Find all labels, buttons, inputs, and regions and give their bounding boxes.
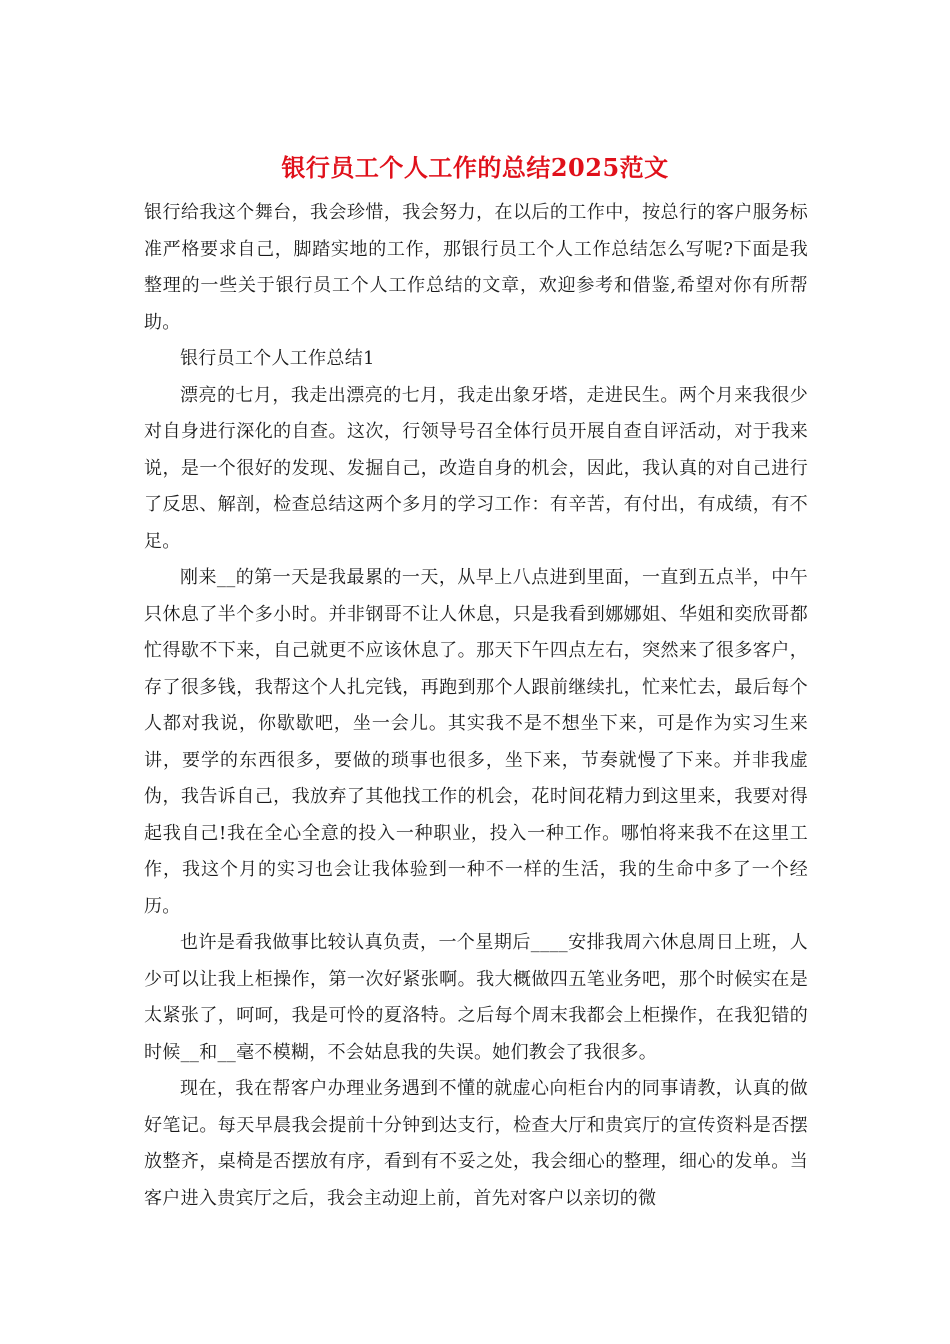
body-paragraph: 刚来__的第一天是我最累的一天，从早上八点进到里面，一直到五点半，中午只休息了半个多小时。并非钢哥不让人休息，只是我看到娜娜姐、华姐和奕欣哥都忙得歇不下来，自己就更不应该休息了。那天下午四点左右，突然来了很多客户，存了很多钱，我帮这个人扎完钱，再跑到那个人跟前继续扎，忙来忙去，最后每个人都对我说，你歇歇吧，坐一会儿。其实我不是不想坐下来，可是作为实习生来讲，要学的东西很多，要做的琐事也很多，坐下来，节奏就慢了下来。并非我虚伪，我告诉自己，我放弃了其他找工作的机会，花时间花精力到这里来，我要对得起我自己!我在全心全意的投入一种职业，投入一种工作。哪怕将来我不在这里工作，我这个月的实习也会让我体验到一种不一样的生活，我的生命中多了一个经历。 [144, 567, 808, 917]
document-title: 银行员工个人工作的总结2025范文 [281, 153, 669, 182]
body-paragraph: 也许是看我做事比较认真负责，一个星期后____安排我周六休息周日上班，人少可以让我上柜操作，第一次好紧张啊。我大概做四五笔业务吧，那个时候实在是太紧张了，呵呵，我是可怜的夏洛特。之后每个周末我都会上柜操作，在我犯错的时候__和__毫不模糊，不会姑息我的失误。她们教会了我很多。 [144, 932, 808, 1063]
document-body [144, 195, 808, 1217]
intro-paragraph: 银行给我这个舞台，我会珍惜，我会努力，在以后的工作中，按总行的客户服务标准严格要求自己，脚踏实地的工作，那银行员工个人工作总结怎么写呢?下面是我整理的一些关于银行员工个人工作总结的文章，欢迎参考和借鉴,希望对你有所帮助。 [144, 202, 808, 333]
body-paragraph: 漂亮的七月，我走出漂亮的七月，我走出象牙塔，走进民生。两个月来我很少对自身进行深化的自查。这次，行领导号召全体行员开展自查自评活动，对于我来说，是一个很好的发现、发掘自己，改造自身的机会，因此，我认真的对自己进行了反思、解剖，检查总结这两个多月的学习工作：有辛苦，有付出，有成绩，有不足。 [144, 384, 808, 552]
section-heading: 银行员工个人工作总结1 [180, 348, 375, 369]
body-paragraph: 现在，我在帮客户办理业务遇到不懂的就虚心向柜台内的同事请教，认真的做好笔记。每天早晨我会提前十分钟到达支行，检查大厅和贵宾厅的宣传资料是否摆放整齐，桌椅是否摆放有序，看到有不妥之处，我会细心的整理，细心的发单。当客户进入贵宾厅之后，我会主动迎上前，首先对客户以亲切的微 [144, 1078, 808, 1209]
